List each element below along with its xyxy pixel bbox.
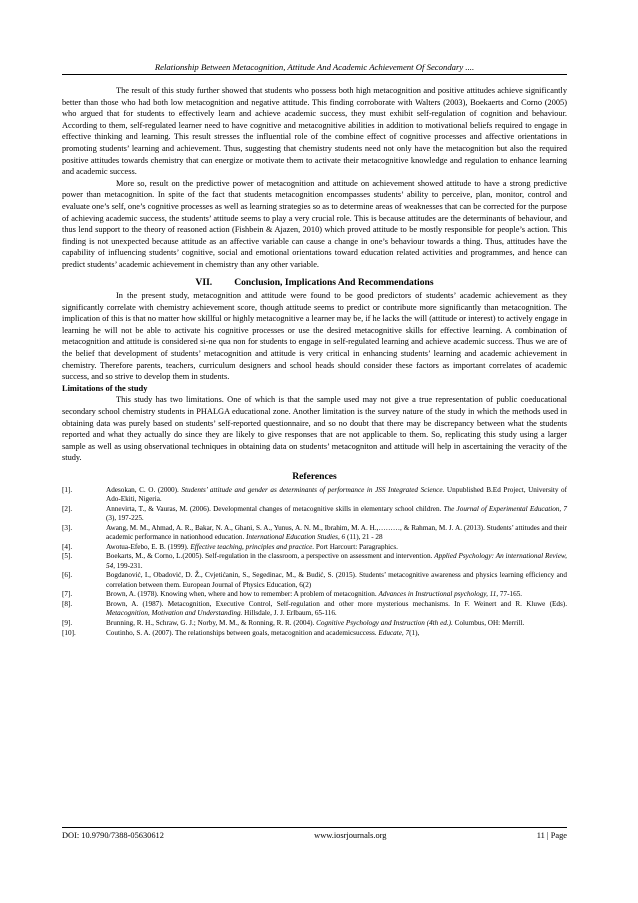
reference-item xyxy=(62,600,567,619)
reference-number: [4]. xyxy=(62,542,73,551)
reference-item xyxy=(62,552,567,571)
limitations-heading: Limitations of the study xyxy=(62,383,148,393)
reference-number: [8]. xyxy=(62,599,73,608)
reference-text: Awang, M. M., Ahmad, A. R., Bakar, N. A., Ghani, S. A., Yunus, A. N. M., Ibrahim, M. A. H.,………, & Rahman, M. J. A. (2013). Students’ attitudes and their academic performance in nationhood education. International Education Studies, 6 (11), 21 - 28 xyxy=(106,523,567,541)
reference-text: Brunning, R. H., Schraw, G. J.; Norby, M. M., & Ronning, R. R. (2004). Cognitive Psychology and Instruction (4th ed.). Columbus, OH: Merrill. xyxy=(106,618,525,627)
section-heading xyxy=(62,277,567,289)
paragraph: In the present study, metacognition and attitude were found to be good predictors of students’ academic achievement as they significantly correlate with chemistry achievement score, though attitude seems to predict or contribute more significantly than metacognition. The implication of this is that no matter how skillful or highly metacognitive a learner may be, if he lacks the will (attitude or interest) to actively engage in learning he will not be able to activate his cognitive processes or use the desired metacognitive skills for effective learning. A combination of metacognition and attitude is considered si-ne qua non for students to engage in self-regulated learning and achieve academic success. Thus we are of the belief that development of students’ metacognition and attitude is very critical in enhancing students’ learning and academic achievement in chemistry. Therefore parents, teachers, curriculum designers and school heads should consider these factors as important correlates of academic success, and so strive to develop them in students. xyxy=(62,291,567,382)
reference-text: Bogdanović, I., Obadović, D. Ž., Cvjetićanin, S., Segedinac, M., & Budić, S. (2015). Students’ metacognitive awareness and physics learning efficiency and correlation between them. European Journal of Physics Education, 6(2) xyxy=(106,571,567,589)
reference-item xyxy=(62,486,567,505)
reference-text: Coutinho, S. A. (2007). The relationships between goals, metacognition and academicsuccess. Educate, 7(1), xyxy=(106,628,420,637)
reference-text: Awotua-Efebo, E. B. (1999). Effective teaching, principles and practice. Port Harcourt: Paragraphics. xyxy=(106,542,398,551)
running-header xyxy=(62,62,567,75)
reference-text: Adesokan, C. O. (2000). Students’ attitude and gender as determinants of performance in JSS Integrated Science. Unpublished B.Ed Project, University of Ado-Ekiti, Nigeria. xyxy=(106,485,568,503)
reference-text: Boekarts, M., & Corno, L.(2005). Self-regulation in the classroom, a perspective on assessment and intervention. Applied Psychology: An international Review, 54, 199-231. xyxy=(106,552,567,570)
paragraph: More so, result on the predictive power of metacognition and attitude on achievement showed attitude to have a strong predictive power than metacognition. In spite of the fact that students metacognition encompasses students’ ability to perceive, plan, monitor, control and evaluate one’s self, one’s cognitive processes as well as learning strategies so as to determine areas of weaknesses that can be corrected for the purpose of achieving academic success, the students’ attitude seems to play a very crucial role. This is because attitudes are the determinants of behaviour, and thus lend support to the theory of reasoned action (Fishbein & Ajazen, 2010) which proved attitude to be mostly responsible for people’s action. This finding is not unexpected because attitude as an affective variable can cause a change in one’s behaviour towards a thing. Thus, attitudes have the capability of influencing students’ cognitive, social and emotional orientations toward education related activities and programmes, and hence can predict students’ academic achievement in chemistry than any other variable. xyxy=(62,178,567,269)
reference-number: [5]. xyxy=(62,552,73,561)
references-heading: References xyxy=(292,471,337,482)
reference-item xyxy=(62,590,567,599)
page-footer xyxy=(62,827,567,840)
running-title: Relationship Between Metacognition, Attitude And Academic Achievement Of Secondary .... xyxy=(154,62,475,72)
footer-url[interactable]: www.iosrjournals.org xyxy=(314,831,387,840)
section-number: VII. xyxy=(195,276,213,288)
reference-number: [3]. xyxy=(62,523,73,532)
paragraph: The result of this study further showed that students who possess both high metacognition and positive attitudes achieve significantly better than those who had both low metacognition and negative attitude. This finding corroborate with Walters (2003), Boekaerts and Corno (2005) who argued that for students to effectively learn and achieve academic success, they must exhibit self-regulation of cognition and behaviour. According to them, self-regulated learner need to have cognitive and metacognitive abilities in addition to motivational beliefs required to engage in effective thinking and learning. This result stresses the influential role of the combine effect of cognitive processes and affective orientations in promoting students’ learning and achievement. Thus, suggesting that chemistry students need not only have the metacognition but also the required positive attitudes towards chemistry that can energize or motivate them to activate their metacognitive knowledge and regulation to enhance learning and academic success. xyxy=(62,86,567,177)
paragraph: This study has two limitations. One of which is that the sample used may not give a true representation of public coeducational secondary school chemistry students in PHALGA educational zone. Another limitation is the survey nature of the study in which the methods used in obtaining data was purely based on students’ self-reported questionnaire, and so no doubt that there may be discrepancy between what the students reported and what they actually do since they are likely to give responses that are not applicable to them. So, replicating this study using a larger sample as well as using observational techniques in obtaining data on students’ metacogniton and attitude will help in ascertaining the veracity of the study. xyxy=(62,395,567,463)
body-text xyxy=(62,85,567,638)
reference-number: [10]. xyxy=(62,628,76,637)
reference-number: [2]. xyxy=(62,504,73,513)
reference-item xyxy=(62,543,567,552)
reference-number: [9]. xyxy=(62,618,73,627)
footer-page: 11 | Page xyxy=(536,831,567,840)
reference-text: Brown, A. (1978). Knowing when, where and how to remember: A problem of metacognition. Advances in Instructional psychology, 11, 77-165. xyxy=(106,590,523,599)
reference-item xyxy=(62,571,567,590)
reference-number: [1]. xyxy=(62,485,73,494)
reference-item xyxy=(62,505,567,524)
section-title: Conclusion, Implications And Recommendations xyxy=(234,276,434,288)
reference-item xyxy=(62,524,567,543)
reference-text: Annevirta, T., & Vauras, M. (2006). Developmental changes of metacognitive skills in elementary school children. The Journal of Experimental Education, 7 (3), 197-225. xyxy=(106,504,567,522)
reference-number: [6]. xyxy=(62,571,73,580)
reference-item xyxy=(62,619,567,628)
reference-list xyxy=(62,486,567,638)
reference-number: [7]. xyxy=(62,590,73,599)
reference-item xyxy=(62,629,567,638)
reference-text: Brown, A. (1987). Metacognition, Executive Control, Self-regulation and other more mysterious mechanisms. In F. Weinert and R. Kluwe (Eds). Metacognition, Motivation and Understanding. Hillsdale, J. J. Erlbaum, 65-116. xyxy=(106,599,567,618)
footer-doi: DOI: 10.9790/7388-05630612 xyxy=(62,831,164,840)
